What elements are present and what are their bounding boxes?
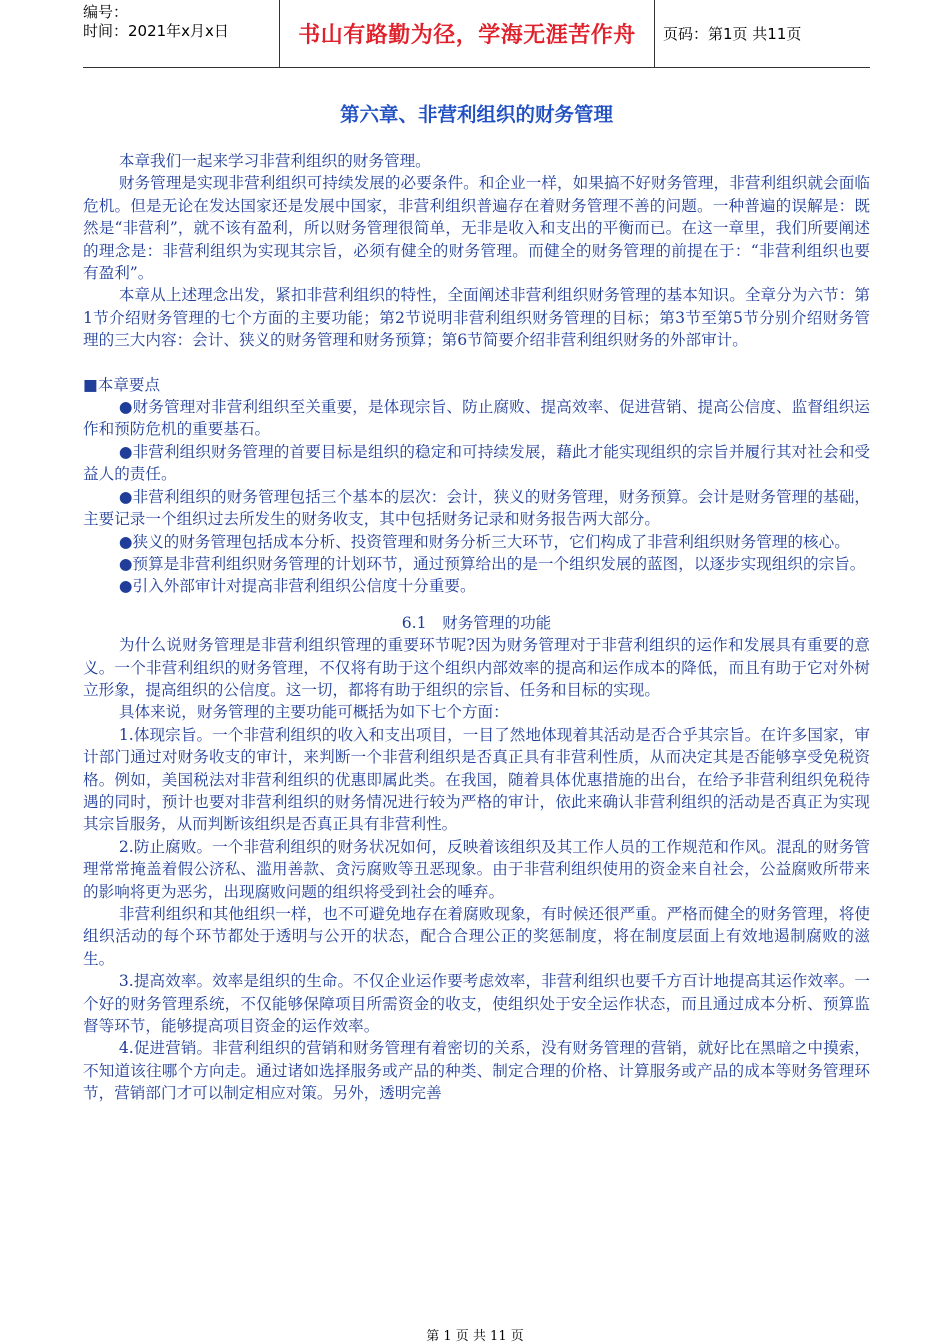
key-point-item: ●预算是非营利组织财务管理的计划环节，通过预算给出的是一个组织发展的蓝图，以逐步实现组织的宗旨。 bbox=[118, 554, 866, 573]
page-footer: 第 1 页 共 11 页 bbox=[426, 1329, 524, 1344]
header-page-info: 页码：第1页 共11页 bbox=[663, 25, 802, 43]
intro-paragraph: 本章我们一起来学习非营利组织的财务管理。 bbox=[118, 152, 431, 170]
key-points-heading: ■本章要点 bbox=[83, 375, 161, 394]
chapter-title: 第六章、非营利组织的财务管理 bbox=[339, 103, 613, 126]
intro-paragraph: 财务管理是实现非营利组织可持续发展的必要条件。和企业一样，如果搞不好财务管理，非营利组织就会面临危机。但是无论在发达国家还是发展中国家，非营利组织普遍存在着财务管理不善的问题。一种普遍的误解是：既然是“非营利”，就不该有盈利，所以财务管理很简单，无非是收入和支出的平衡而已。在这一章里，我们所要阐述的理念是：非营利组织为实现其宗旨，必须有健全的财务管理。而健全的财务管理的前提在于：“非营利组织也要有盈利”。 bbox=[83, 174, 870, 283]
key-point-item: ●非营利组织的财务管理包括三个基本的层次：会计，狭义的财务管理，财务预算。会计是财务管理的基础，主要记录一个组织过去所发生的财务收支，其中包括财务记录和财务报告两大部分。 bbox=[83, 487, 870, 529]
section-paragraph: 1.体现宗旨。一个非营利组织的收入和支出项目，一目了然地体现着其活动是否合乎其宗旨。在许多国家，审计部门通过对财务收支的审计，来判断一个非营利组织是否真正具有非营利性质，从而决定其是否能够享受免税资格。例如，美国税法对非营利组织的优惠即属此类。在我国，随着具体优惠措施的出台，在给予非营利组织免税待遇的同时，预计也要对非营利组织的财务情况进行较为严格的审计，依此来确认非营利组织的活动是否真正为实现其宗旨服务，从而判断该组织是否真正具有非营利性。 bbox=[83, 725, 870, 834]
number-label: 编号： bbox=[83, 3, 129, 21]
key-point-item: ●狭义的财务管理包括成本分析、投资管理和财务分析三大环节，它们构成了非营利组织财务管理的核心。 bbox=[118, 532, 850, 551]
section-paragraph: 为什么说财务管理是非营利组织管理的重要环节呢?因为财务管理对于非营利组织的运作和发展具有重要的意义。一个非营利组织的财务管理，不仅将有助于这个组织内部效率的提高和运作成本的降低，而且有助于它对外树立形象，提高组织的公信度。这一切，都将有助于组织的宗旨、任务和目标的实现。 bbox=[83, 636, 870, 699]
key-point-item: ●引入外部审计对提高非营利组织公信度十分重要。 bbox=[118, 577, 476, 596]
key-point-item: ●非营利组织财务管理的首要目标是组织的稳定和可持续发展，藉此才能实现组织的宗旨并履行其对社会和受益人的责任。 bbox=[83, 442, 870, 484]
section-paragraph: 非营利组织和其他组织一样，也不可避免地存在着腐败现象，有时候还很严重。严格而健全的财务管理，将使组织活动的每个环节都处于透明与公开的状态，配合合理公正的奖惩制度，将在制度层面上有效地遏制腐败的滋生。 bbox=[83, 905, 870, 968]
header-motto: 书山有路勤为径，学海无涯苦作舟 bbox=[279, 0, 655, 67]
section-paragraph: 2.防止腐败。一个非营利组织的财务状况如何，反映着该组织及其工作人员的工作规范和作风。混乱的财务管理常常掩盖着假公济私、滥用善款、贪污腐败等丑恶现象。由于非营利组织使用的资金来自社会，公益腐败所带来的影响将更为恶劣，出现腐败问题的组织将受到社会的唾弃。 bbox=[83, 837, 870, 901]
header-meta bbox=[83, 0, 278, 70]
time-label: 时间：2021年x月x日 bbox=[83, 22, 229, 40]
page-header bbox=[83, 0, 870, 68]
key-point-item: ●财务管理对非营利组织至关重要，是体现宗旨、防止腐败、提高效率、促进营销、提高公信度、监督组织运作和预防危机的重要基石。 bbox=[83, 398, 870, 439]
intro-paragraph: 本章从上述理念出发，紧扣非营利组织的特性，全面阐述非营利组织财务管理的基本知识。全章分为六节：第1节介绍财务管理的七个方面的主要功能；第2节说明非营利组织财务管理的目标；第3节至第5节分别介绍财务管理的三大内容：会计、狭义的财务管理和财务预算；第6节简要介绍非营利组织财务的外部审计。 bbox=[83, 286, 870, 350]
section-paragraph: 3.提高效率。效率是组织的生命。不仅企业运作要考虑效率，非营利组织也要千方百计地提高其运作效率。一个好的财务管理系统，不仅能够保障项目所需资金的收支，使组织处于安全运作状态，而且通过成本分析、预算监督等环节，能够提高项目资金的运作效率。 bbox=[83, 972, 870, 1036]
document-body bbox=[83, 100, 870, 1105]
section-paragraph: 具体来说，财务管理的主要功能可概括为如下七个方面： bbox=[118, 703, 509, 722]
section-paragraph: 4.促进营销。非营利组织的营销和财务管理有着密切的关系，没有财务管理的营销，就好比在黑暗之中摸索，不知道该往哪个方向走。通过诸如选择服务或产品的种类、制定合理的价格、计算服务或产品的成本等财务管理环节，营销部门才可以制定相应对策。另外，透明完善 bbox=[83, 1039, 870, 1103]
section-heading: 6.1 财务管理的功能 bbox=[401, 613, 552, 632]
